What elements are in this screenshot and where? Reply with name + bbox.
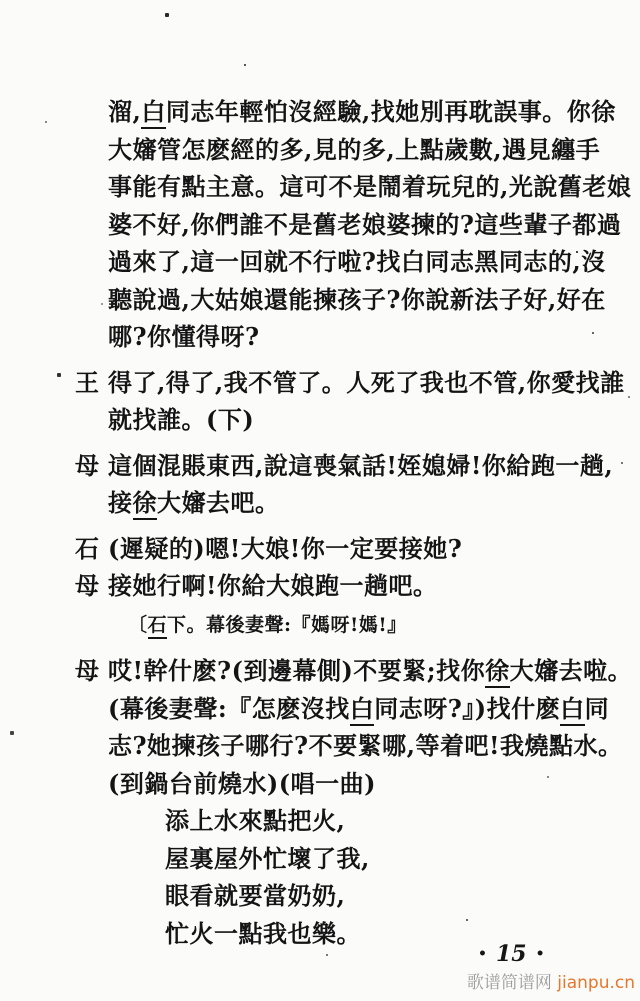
text-lines [108, 364, 625, 439]
proper-name-mark: 徐 [485, 656, 510, 688]
text-line [165, 840, 620, 878]
text-lines [108, 652, 633, 802]
dialogue-block [75, 447, 620, 522]
text-segment: 大嬸去啦。 [509, 656, 633, 685]
text-segment: 事能有點主意。這可不是鬧着玩兒的,光說舊老娘 [108, 172, 632, 201]
text-segment: 接 [108, 488, 133, 517]
text-segment: 志?她揀孩子哪行?不要緊哪,等着吧!我燒點水。 [108, 731, 623, 760]
text-segment: (到鍋台前燒水)(唱一曲) [108, 768, 376, 798]
proper-name-mark: 徐 [133, 488, 158, 520]
text-segment: 聽說過,大姑娘還能揀孩子?你說新法子好,好在 [108, 284, 606, 314]
text-segment: 就找誰。(下) [108, 405, 255, 434]
text-segment: (遲疑的)嗯!大娘!你一定要接她? [108, 533, 463, 563]
text-segment: 得了,得了,我不管了。人死了我也不管,你愛找誰 [108, 367, 625, 397]
text-line [108, 652, 633, 690]
speaker-label: 母 [75, 450, 99, 480]
speaker-label [75, 93, 108, 356]
text-line [165, 802, 620, 840]
text-line [165, 877, 620, 915]
text-line [108, 401, 620, 439]
text-line [108, 131, 620, 169]
text-line [108, 690, 620, 728]
text-lines [128, 607, 620, 645]
text-line [108, 447, 620, 485]
text-line [108, 567, 620, 605]
text-segment: 過來了,這一回就不行啦?找白同志黑同志的,沒 [108, 247, 606, 276]
text-segment: (幕後妻聲:『怎麽沒找 [108, 693, 350, 723]
text-line [108, 318, 620, 356]
page-number-value: 15 [495, 941, 527, 967]
text-lines [108, 567, 620, 605]
text-line [128, 607, 620, 645]
text-line [108, 206, 620, 244]
text-segment: 哪?你懂得呀? [108, 322, 260, 351]
text-line [108, 484, 620, 522]
text-segment: 同志呀?』)找什麽 [374, 693, 561, 723]
watermark [467, 968, 635, 993]
text-segment: 同志年輕怕沒經驗,找她別再耽誤事。你徐 [165, 97, 616, 126]
page-number [478, 941, 558, 967]
text-lines [108, 93, 632, 356]
text-segment: 忙火一點我也樂。 [165, 918, 361, 948]
watermark-site-url[interactable]: jianpu.cn [557, 973, 635, 993]
text-line [108, 530, 620, 568]
dialogue-block [75, 530, 620, 568]
proper-name-mark: 石 [148, 614, 168, 639]
text-segment: 哎!幹什麽?(到邊幕側)不要緊;找你 [108, 656, 486, 685]
text-segment: 大嬸管怎麽經的多,見的多,上點歲數,遇見纏手 [108, 134, 601, 164]
dialogue-block [75, 364, 625, 439]
page-number-left-dot: • [478, 946, 487, 962]
scan-noise-speck [165, 13, 169, 17]
text-segment: 接她行啊!你給大娘跑一趟吧。 [108, 571, 438, 600]
song-verse [165, 802, 620, 952]
watermark-site-name: 歌谱简谱网 [466, 973, 552, 993]
text-segment: 屋裏屋外忙壞了我, [165, 843, 370, 873]
text-segment: 大嬸去吧。 [157, 488, 280, 517]
text-segment: 下。幕後妻聲:『媽呀!媽!』 [167, 613, 407, 636]
text-line [108, 765, 620, 803]
dialogue-block [75, 652, 633, 802]
stage-direction [128, 607, 620, 645]
text-line [108, 243, 620, 281]
speaker-label: 母 [75, 571, 99, 600]
text-segment: 同 [584, 693, 610, 723]
proper-name-mark: 白 [560, 694, 585, 726]
text-segment: 〔 [128, 613, 148, 636]
text-segment: 溜, [108, 97, 142, 126]
dialogue-block [75, 567, 620, 605]
text-line [108, 364, 625, 402]
text-line [108, 727, 623, 765]
text-lines [108, 447, 620, 522]
text-segment: 這個混賬東西,說這喪氣話!姪媳婦!你給跑一趟, [108, 450, 614, 480]
speaker-label: 石 [75, 533, 99, 563]
proper-name-mark: 白 [350, 694, 375, 726]
page-number-right-dot: • [535, 946, 545, 962]
text-lines [165, 802, 620, 952]
text-segment: 婆不好,你們誰不是舊老娘婆揀的?這些輩子都過 [108, 209, 622, 239]
dialogue-block [75, 93, 632, 356]
text-line [108, 168, 632, 206]
text-lines [108, 530, 620, 568]
text-line [108, 93, 620, 131]
text-line [108, 281, 620, 319]
text-segment: 添上水來點把火, [165, 806, 346, 835]
speaker-label: 母 [75, 656, 99, 685]
proper-name-mark: 白 [141, 97, 166, 129]
script-body [75, 93, 633, 952]
text-segment: 眼看就要當奶奶, [165, 881, 346, 910]
speaker-label: 王 [75, 367, 99, 397]
